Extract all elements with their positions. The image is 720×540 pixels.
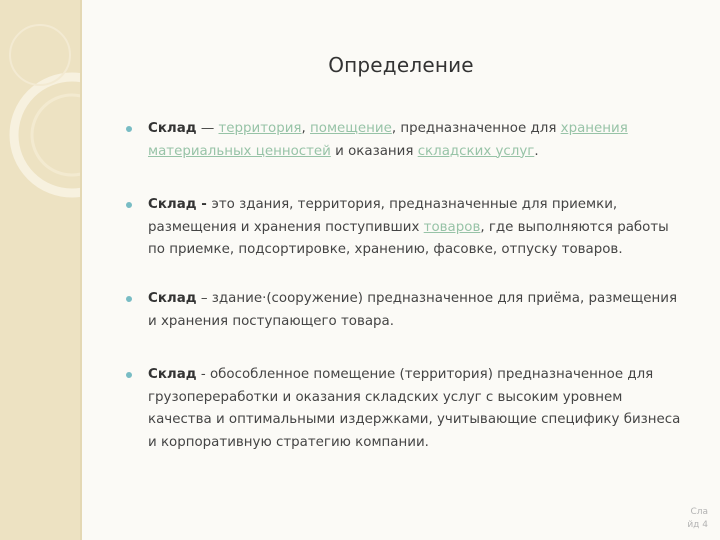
link-premises[interactable]: помещение [310, 121, 392, 136]
bullet-icon [126, 296, 132, 302]
decorative-sidebar [0, 0, 80, 540]
link-warehouse-services[interactable]: складских услуг [417, 143, 535, 159]
term-label: Склад [148, 197, 197, 212]
dash: - [196, 197, 212, 212]
dash: — [196, 121, 219, 136]
bullet-icon [126, 372, 132, 378]
text: , где выполняются работы по приемке, подсортировке, хранению, фасовке, отпуску товаров. [148, 219, 669, 257]
dash: – [196, 291, 212, 306]
dash: - [196, 367, 210, 382]
term-label: Склад [148, 121, 197, 136]
term-label: Склад [148, 291, 197, 306]
text: и оказания [330, 143, 418, 159]
link-territory[interactable]: территория [218, 121, 302, 136]
bullet-icon [126, 202, 132, 208]
slide-content [82, 0, 720, 540]
link-goods[interactable]: товаров [423, 219, 481, 235]
list-item [124, 288, 684, 333]
slide-number-line2: йд 4 [687, 520, 708, 530]
link-storage[interactable]: хранения материальных ценностей [148, 121, 628, 159]
page-title: Определение [328, 53, 474, 77]
text: здание·(сооружение) предназначенное для приёма, размещения и хранения поступающего товара. [148, 291, 678, 329]
text: , предназначенное для [391, 121, 561, 136]
circle-ornament-icon [0, 0, 80, 540]
list-item [124, 194, 684, 262]
slide-number [678, 506, 708, 532]
term-label: Склад [148, 367, 197, 382]
text: это здания, территория, предназначенные для приемки, размещения и хранения поступивших [148, 197, 618, 235]
list-item [124, 364, 684, 454]
text: обособленное помещение (территория) предназначенное для грузопереработки и оказания складских услуг с высоким уровнем качества и оптимальными издержками, учитывающие специфику бизнеса и корпоративную стратегию компании. [148, 367, 681, 450]
text: , [301, 121, 310, 136]
text: . [534, 143, 539, 159]
bullet-icon [126, 126, 132, 132]
list-item [124, 118, 684, 163]
slide-number-line1: Сла [690, 507, 708, 517]
